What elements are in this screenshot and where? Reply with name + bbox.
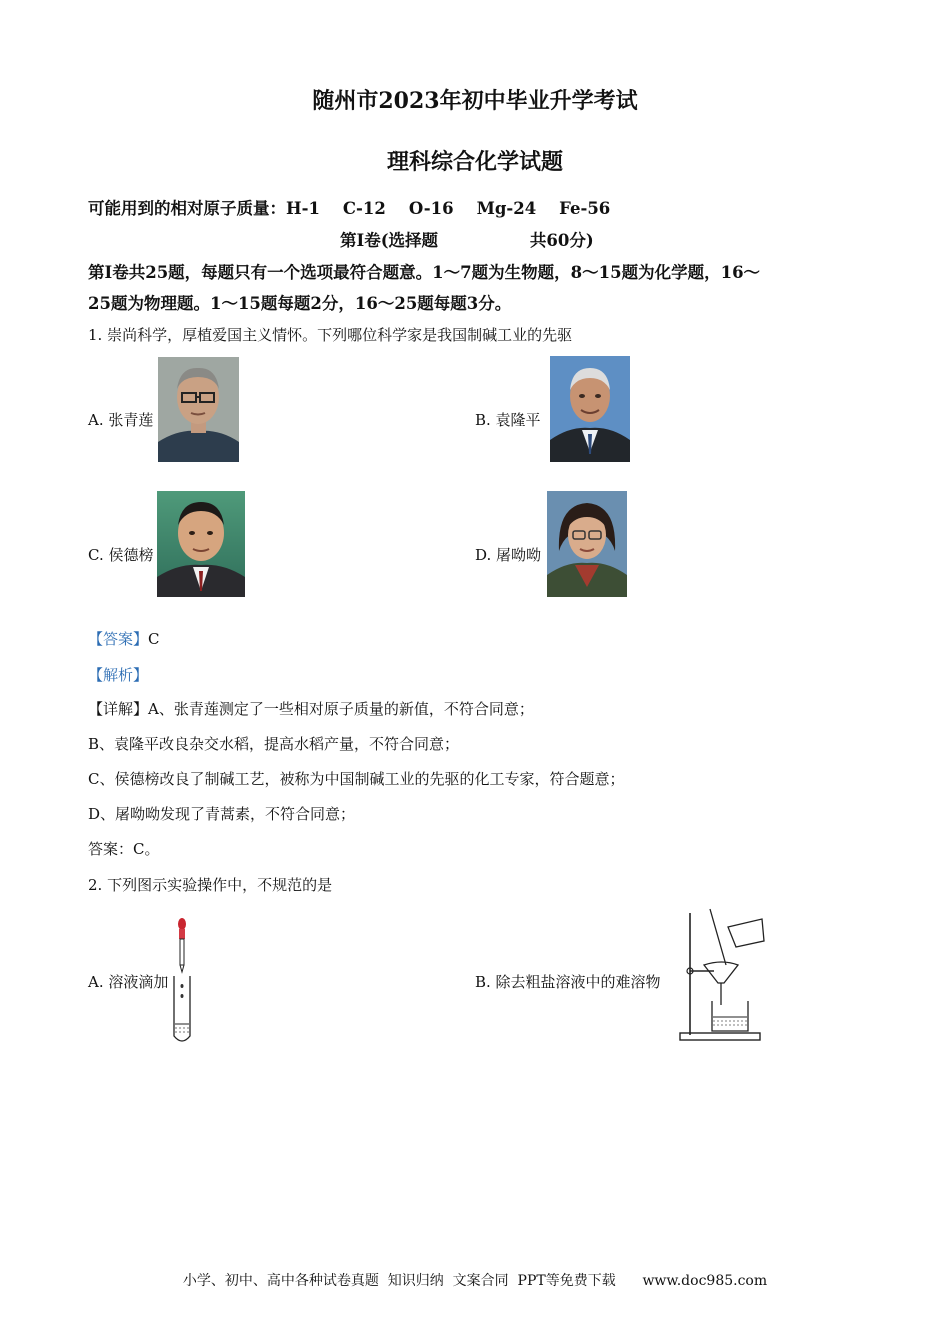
- exam-subtitle: 理科综合化学试题: [386, 149, 563, 175]
- section-title: 第Ⅰ卷(选择题 共60分): [340, 231, 594, 250]
- detail-tag: 【详解】: [88, 700, 149, 718]
- q2-option-b-label: B. 除去粗盐溶液中的难溶物: [475, 973, 661, 991]
- question-1-stem: 1. 崇尚科学，厚植爱国主义情怀。下列哪位科学家是我国制碱工业的先驱: [88, 326, 573, 344]
- atomic-masses: 可能用到的相对原子质量：H-1 C-12 O-16 Mg-24 Fe-56: [88, 199, 611, 218]
- option-a-label: A. 张青莲: [88, 411, 154, 429]
- answer-tag: 【答案】: [88, 630, 149, 648]
- page-footer: 小学、初中、高中各种试卷真题 知识归纳 文案合同 PPT等免费下载 www.doc985.com: [182, 1273, 768, 1289]
- detail-line-c: C、侯德榜改良了制碱工艺，被称为中国制碱工业的先驱的化工专家，符合题意；: [88, 770, 625, 788]
- final-answer: 答案：C。: [88, 840, 160, 858]
- detail-line-b: B、袁隆平改良杂交水稻，提高水稻产量，不符合同意；: [88, 735, 460, 753]
- instructions-line-2: 25题为物理题。1～15题每题2分，16～25题每题3分。: [88, 294, 512, 313]
- filtration-apparatus-diagram: [676, 905, 768, 1045]
- answer-line: [88, 628, 160, 649]
- dropper-test-tube-diagram: [166, 914, 198, 1044]
- option-c-label: C. 侯德榜: [88, 546, 154, 564]
- portrait-hou-debang: [157, 491, 245, 597]
- detail-a-text: A、张青莲测定了一些相对原子质量的新值，不符合同意；: [148, 700, 534, 718]
- portrait-zhang-qinglian: [158, 357, 239, 462]
- instructions-line-1: 第Ⅰ卷共25题，每题只有一个选项最符合题意。1～7题为生物题，8～15题为化学题，16～: [88, 263, 761, 282]
- analysis-tag: 【解析】: [88, 666, 149, 684]
- portrait-tu-youyou: [547, 491, 627, 597]
- q2-option-a-label: A. 溶液滴加: [88, 973, 169, 991]
- option-b-label: B. 袁隆平: [475, 411, 541, 429]
- detail-line-a: [88, 698, 534, 719]
- option-d-label: D. 屠呦呦: [475, 546, 542, 564]
- question-2-stem: 2. 下列图示实验操作中，不规范的是: [88, 876, 333, 894]
- answer-value: C: [148, 630, 160, 648]
- portrait-yuan-longping: [550, 356, 630, 462]
- exam-title: 随州市2023年初中毕业升学考试: [312, 88, 638, 114]
- detail-line-d: D、屠呦呦发现了青蒿素，不符合同意；: [88, 805, 356, 823]
